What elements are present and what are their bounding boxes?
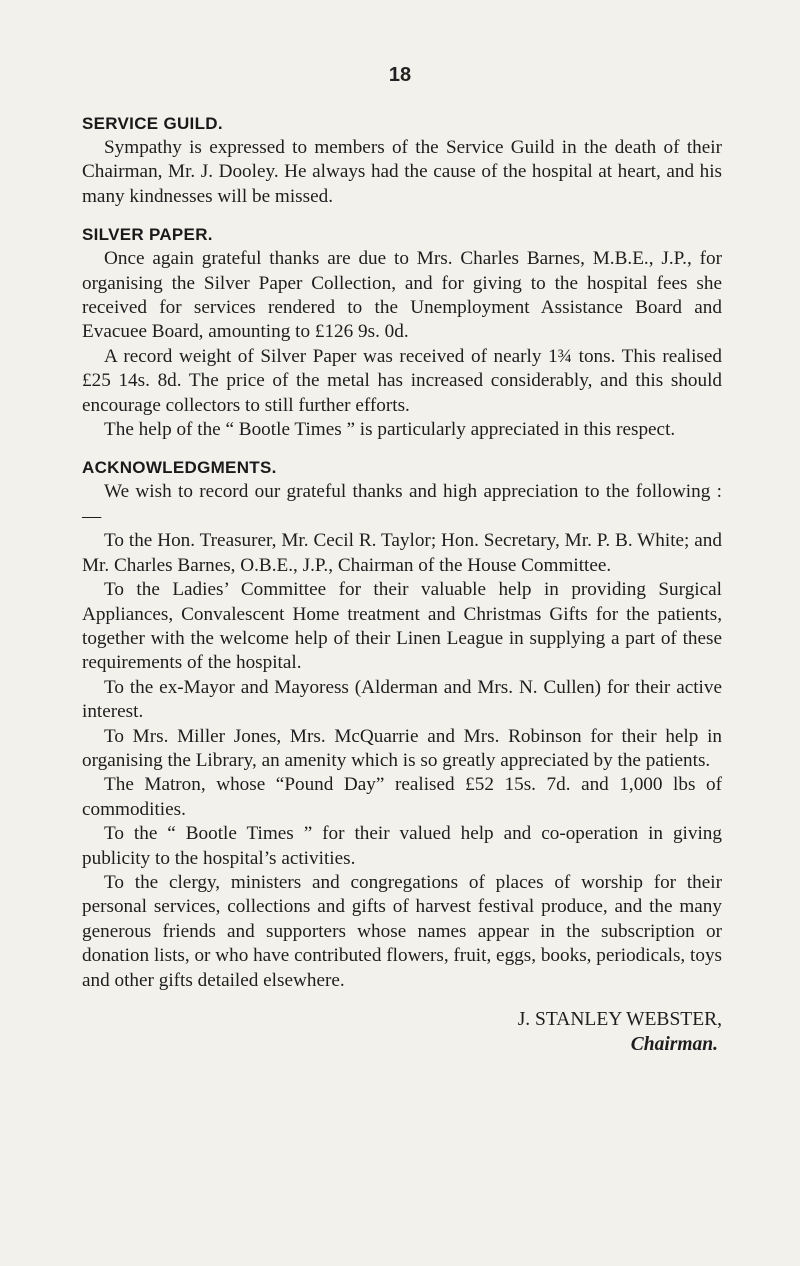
section-silver-paper [82,223,722,442]
paragraph: To Mrs. Miller Jones, Mrs. McQuarrie and Mrs. Robinson for their help in organising the Library, an amenity which is so greatly appreciated by the patients. [82,725,722,771]
paragraph: To the Ladies’ Committee for their valuable help in providing Surgical Appliances, Convalescent Home treatment and Christmas Gifts for the patients, together with the welcome help of their Linen League in supplying a part of these requirements of the hospital. [82,579,722,674]
paragraph: To the “ Bootle Times ” for their valued help and co-operation in giving publicity to the hospital’s activities. [82,823,722,869]
paragraph: The help of the “ Bootle Times ” is particularly appreciated in this respect. [104,419,676,441]
paragraph: A record weight of Silver Paper was received of nearly 1¾ tons. This realised £25 14s. 8d. The price of the metal has increased considerably, and this should encourage collectors to still further efforts. [82,345,722,416]
section-heading: SERVICE GUILD. [82,114,223,133]
paragraph: To the clergy, ministers and congregations of places of worship for their personal services, collections and gifts of harvest festival produce, and the many generous friends and supporters whose names appear in the subscription or donation lists, or who have contributed flowers, fruit, eggs, books, periodicals, toys and other gifts detailed elsewhere. [82,871,723,991]
paragraph: To the ex-Mayor and Mayoress (Alderman and Mrs. N. Cullen) for their active interest. [82,676,722,723]
section-service-guild [82,112,722,209]
signature-title: Chairman. [630,1034,718,1055]
section-acknowledgments [82,456,722,993]
section-heading: SILVER PAPER. [82,225,213,245]
page-number: 18 [388,64,412,86]
signature-name: J. STANLEY WEBSTER, [517,1009,722,1030]
paragraph: Once again grateful thanks are due to Mrs. Charles Barnes, M.B.E., J.P., for organising the Silver Paper Collection, and for giving to the hospital fees she received for services rendered to the Unemployment Assistance Board and Evacuee Board, amounting to £126 9s. 0d. [82,248,722,343]
paragraph: The Matron, whose “Pound Day” realised £52 15s. 7d. and 1,000 lbs of commodities. [82,774,722,820]
paragraph: Sympathy is expressed to members of the Service Guild in the death of their Chairman, Mr. J. Dooley. He always had the cause of the hospital at heart, and his many kindnesses will be missed. [82,137,722,207]
page-content [82,112,722,1057]
section-heading: ACKNOWLEDGMENTS. [82,458,277,478]
paragraph: We wish to record our grateful thanks and high appreciation to the following : — [82,481,722,527]
paragraph: To the Hon. Treasurer, Mr. Cecil R. Taylor; Hon. Secretary, Mr. P. B. White; and Mr. Charles Barnes, O.B.E., J.P., Chairman of the House Committee. [82,530,722,576]
